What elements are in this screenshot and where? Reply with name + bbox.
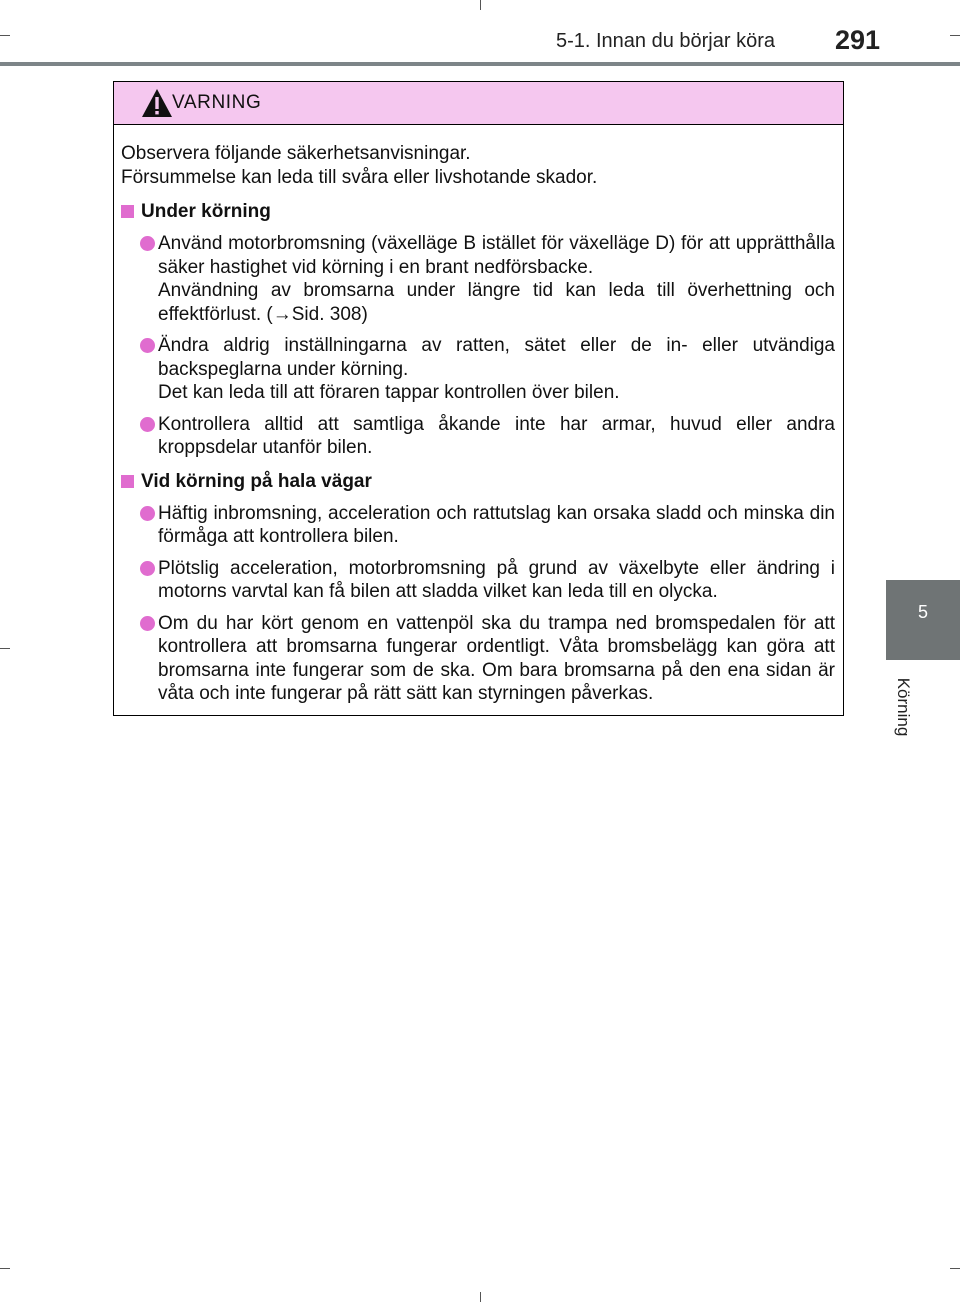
bullet-text: Om du har kört genom en vattenpöl ska du trampa ned bromspedalen för att kontrollera att bromsarna fungerar ordentligt. Våta bromsbelägg kan göra att bromsarna inte fungerar som de ska. Om bara bromsarna på den ena sidan är våta och inte fungerar på rätt sätt kan styrningen påverkas. [158,612,835,704]
section-heading [121,200,835,224]
intro-line: Observera följande säkerhetsanvisningar. [121,143,471,164]
section-heading-text: Under körning [141,201,271,222]
round-bullet-icon [140,417,155,432]
crop-mark [950,35,960,36]
square-bullet-icon [121,475,134,488]
warning-header [114,82,843,125]
section-under-korning [121,200,835,460]
warning-box [113,81,844,716]
round-bullet-icon [140,338,155,353]
round-bullet-icon [140,561,155,576]
bullet-item [121,413,835,460]
warning-title: VARNING [172,92,262,113]
round-bullet-icon [140,616,155,631]
section-hala-vagar [121,470,835,706]
square-bullet-icon [121,205,134,218]
chapter-side-label: Körning [894,677,913,737]
intro-line: Försummelse kan leda till svåra eller livshotande skador. [121,167,598,188]
bullet-item [121,502,835,549]
crop-mark [0,1268,10,1269]
bullet-text: Det kan leda till att föraren tappar kontrollen över bilen. [158,382,620,403]
round-bullet-icon [140,506,155,521]
crop-mark [0,648,10,649]
bullet-item [121,232,835,326]
crop-mark [950,1268,960,1269]
section-heading [121,470,835,494]
section-title: 5-1. Innan du börjar köra [555,30,775,52]
header-rule [0,62,960,66]
bullet-text: Ändra aldrig inställningarna av ratten, sätet eller de in- eller utvändiga backspeglarna under körning. [158,335,835,380]
bullet-text: Plötslig acceleration, motorbromsning på grund av växelbyte eller ändring i motorns varvtal kan få bilen att sladda vilket kan leda till en olycka. [158,557,835,602]
crop-mark [0,35,10,36]
bullet-text: Använd motorbromsning (växelläge B istället för växelläge D) för att upprätthålla säker hastighet vid körning i en brant nedförsbacke. [158,233,835,278]
warning-intro [121,142,835,190]
bullet-text: Kontrollera alltid att samtliga åkande inte har armar, huvud eller andra kroppsdelar utanför bilen. [158,413,835,458]
bullet-item [121,612,835,706]
warning-triangle-icon [141,88,173,118]
bullet-item [121,334,835,405]
bullet-item [121,557,835,604]
warning-body [114,125,843,706]
page-number: 291 [834,25,880,55]
crop-mark [480,1292,481,1302]
bullet-text: Häftig inbromsning, acceleration och rattutslag kan orsaka sladd och minska din förmåga att kontrollera bilen. [158,502,835,547]
crop-mark [480,0,481,10]
round-bullet-icon [140,236,155,251]
bullet-text: Användning av bromsarna under längre tid kan leda till överhettning och effektförlust. (→Sid. 308) [158,280,835,325]
chapter-tab: 5 [886,580,960,660]
section-heading-text: Vid körning på hala vägar [141,470,372,492]
